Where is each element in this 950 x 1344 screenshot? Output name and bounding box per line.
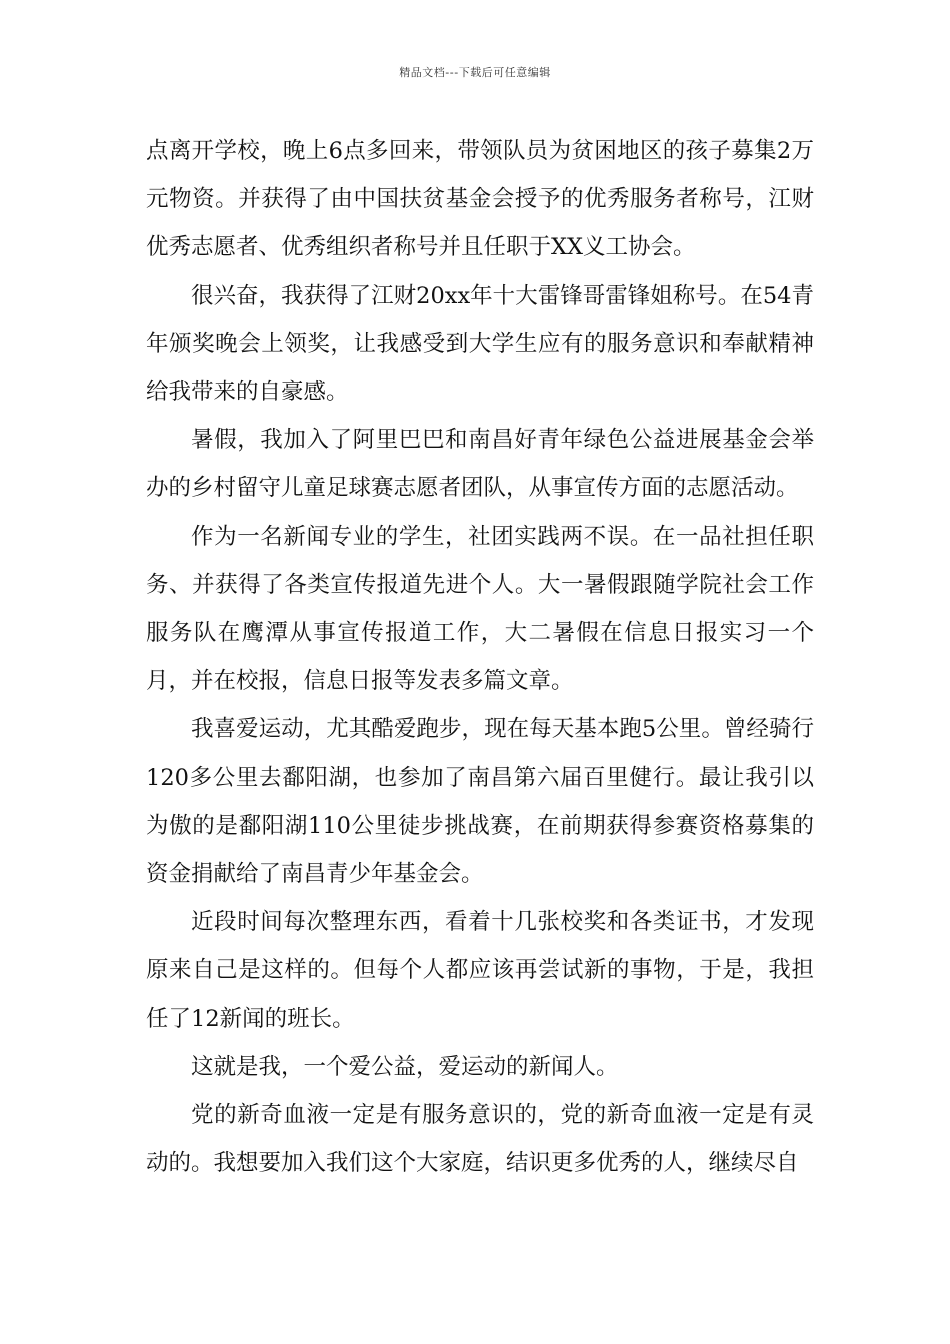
paragraph-6: 近段时间每次整理东西，看着十几张校奖和各类证书，才发现原来自己是这样的。但每个人都应该再尝试新的事物，于是，我担任了12新闻的班长。 [146,909,814,1032]
paragraph-2: 很兴奋，我获得了江财20xx年十大雷锋哥雷锋姐称号。在54青年颁奖晚会上领奖，让我感受到大学生应有的服务意识和奉献精神给我带来的自豪感。 [146,282,814,406]
paragraph-3: 暑假，我加入了阿里巴巴和南昌好青年绿色公益进展基金会举办的乡村留守儿童足球赛志愿者团队，从事宣传方面的志愿活动。 [146,427,814,502]
paragraph-7: 这就是我，一个爱公益，爱运动的新闻人。 [191,1053,619,1080]
page-header: 精品文档---下载后可任意编辑 [399,66,551,79]
paragraph-5: 我喜爱运动，尤其酷爱跑步，现在每天基本跑5公里。曾经骑行120多公里去鄱阳湖，也参加了南昌第六届百里健行。最让我引以为傲的是鄱阳湖110公里徒步挑战赛，在前期获得参赛资格募集的资金捐献给了南昌青少年基金会。 [146,716,814,888]
paragraph-4: 作为一名新闻专业的学生，社团实践两不误。在一品社担任职务、并获得了各类宣传报道先进个人。大一暑假跟随学院社会工作服务队在鹰潭从事宣传报道工作，大二暑假在信息日报实习一个月，并在校报，信息日报等发表多篇文章。 [146,523,814,695]
document-body [146,127,814,1187]
paragraph-1: 点离开学校，晚上6点多回来，带领队员为贫困地区的孩子募集2万元物资。并获得了由中国扶贫基金会授予的优秀服务者称号，江财优秀志愿者、优秀组织者称号并且任职于XX义工协会。 [146,138,814,261]
paragraph-8: 党的新奇血液一定是有服务意识的，党的新奇血液一定是有灵动的。我想要加入我们这个大家庭，结识更多优秀的人，继续尽自 [146,1102,814,1177]
